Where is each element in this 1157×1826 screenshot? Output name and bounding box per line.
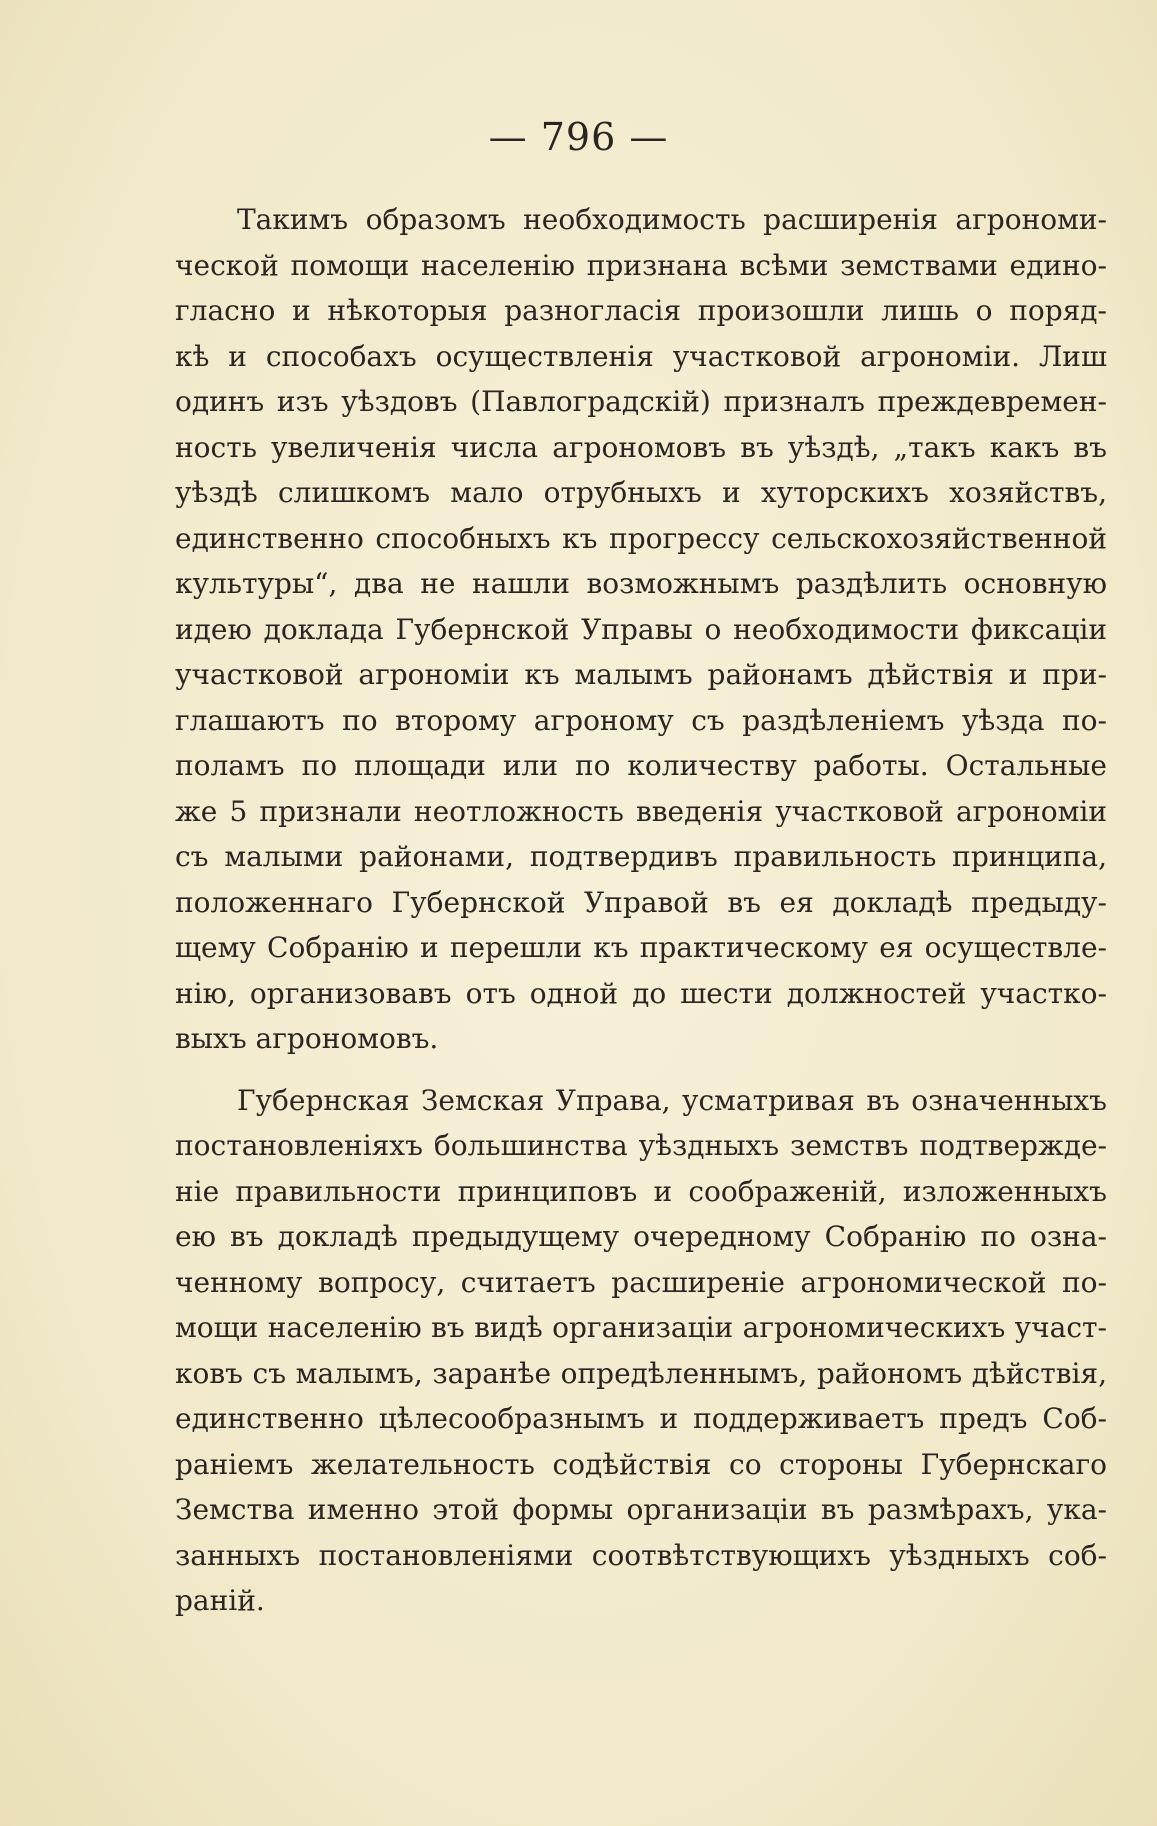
text-line: нію, организовавъ отъ одной до шести должностей участко- xyxy=(175,976,1107,1010)
text-line: положеннаго Губернской Управой въ ея докладѣ предыду- xyxy=(175,885,1107,919)
text-line: ченному вопросу, считаетъ расширеніе агрономической по- xyxy=(175,1265,1107,1299)
text-line: занныхъ постановленіями соотвѣтствующихъ уѣздныхъ соб- xyxy=(175,1538,1107,1572)
text-line: щему Собранію и перешли къ практическому ея осуществле- xyxy=(175,931,1107,964)
text-line: поламъ по площади или по количеству работы. Остальные xyxy=(175,749,1107,782)
text-line: одинъ изъ уѣздовъ (Павлоградскій) призналъ преждевремен- xyxy=(175,385,1107,418)
text-line: постановленіяхъ большинства уѣздныхъ земствъ подтвержде- xyxy=(175,1129,1107,1162)
text-line: Такимъ образомъ необходимость расширенія агрономи- xyxy=(237,203,1107,236)
paragraph-spacer xyxy=(175,1062,1107,1078)
text-line: кѣ и способахъ осуществленія участковой агрономіи. Лиш xyxy=(175,339,1107,373)
page-number: — 796 — xyxy=(488,115,669,159)
text-line: единственно цѣлесообразнымъ и поддерживаетъ предъ Соб- xyxy=(175,1402,1107,1435)
text-line: глашаютъ по второму агроному съ раздѣленіемъ уѣзда по- xyxy=(175,703,1107,737)
text-line: участковой агрономіи къ малымъ районамъ дѣйствія и при- xyxy=(175,658,1107,691)
paragraph-2 xyxy=(175,1078,1107,1624)
text-line: ею въ докладѣ предыдущему очередному Собранію по озна- xyxy=(175,1220,1107,1253)
text-line: идею доклада Губернской Управы о необходимости фиксаціи xyxy=(175,612,1107,646)
text-line: ніе правильности принциповъ и соображеній, изложенныхъ xyxy=(175,1174,1107,1208)
text-line: выхъ агрономовъ. xyxy=(175,1022,439,1055)
text-line: мощи населенію въ видѣ организаціи агрономическихъ участ- xyxy=(175,1311,1107,1344)
text-line: же 5 признали неотложность введенія участковой агрономіи xyxy=(175,794,1107,828)
body-text xyxy=(175,197,1107,1624)
text-line: единственно способныхъ къ прогрессу сельскохозяйственной xyxy=(175,521,1107,555)
text-line: Губернская Земская Управа, усматривая въ означенныхъ xyxy=(237,1083,1107,1117)
text-line: уѣздѣ слишкомъ мало отрубныхъ и хуторскихъ хозяйствъ, xyxy=(175,476,1107,509)
text-line: съ малыми районами, подтвердивъ правильность принципа, xyxy=(175,840,1107,873)
text-line: ность увеличенія числа агрономовъ въ уѣздѣ, „такъ какъ въ xyxy=(175,430,1107,464)
paragraph-1 xyxy=(175,197,1107,1062)
text-line: гласно и нѣкоторыя разногласія произошли лишь о поряд- xyxy=(175,294,1107,327)
text-line: культуры“, два не нашли возможнымъ раздѣлить основную xyxy=(175,567,1107,600)
text-line: раніемъ желательность содѣйствія со стороны Губернскаго xyxy=(175,1447,1107,1481)
text-line: ческой помощи населенію признана всѣми земствами едино- xyxy=(175,248,1107,282)
text-line: раній. xyxy=(175,1584,265,1617)
text-line: Земства именно этой формы организаціи въ размѣрахъ, ука- xyxy=(175,1493,1107,1526)
text-line: ковъ съ малымъ, заранѣе опредѣленнымъ, райономъ дѣйствія, xyxy=(175,1356,1107,1390)
